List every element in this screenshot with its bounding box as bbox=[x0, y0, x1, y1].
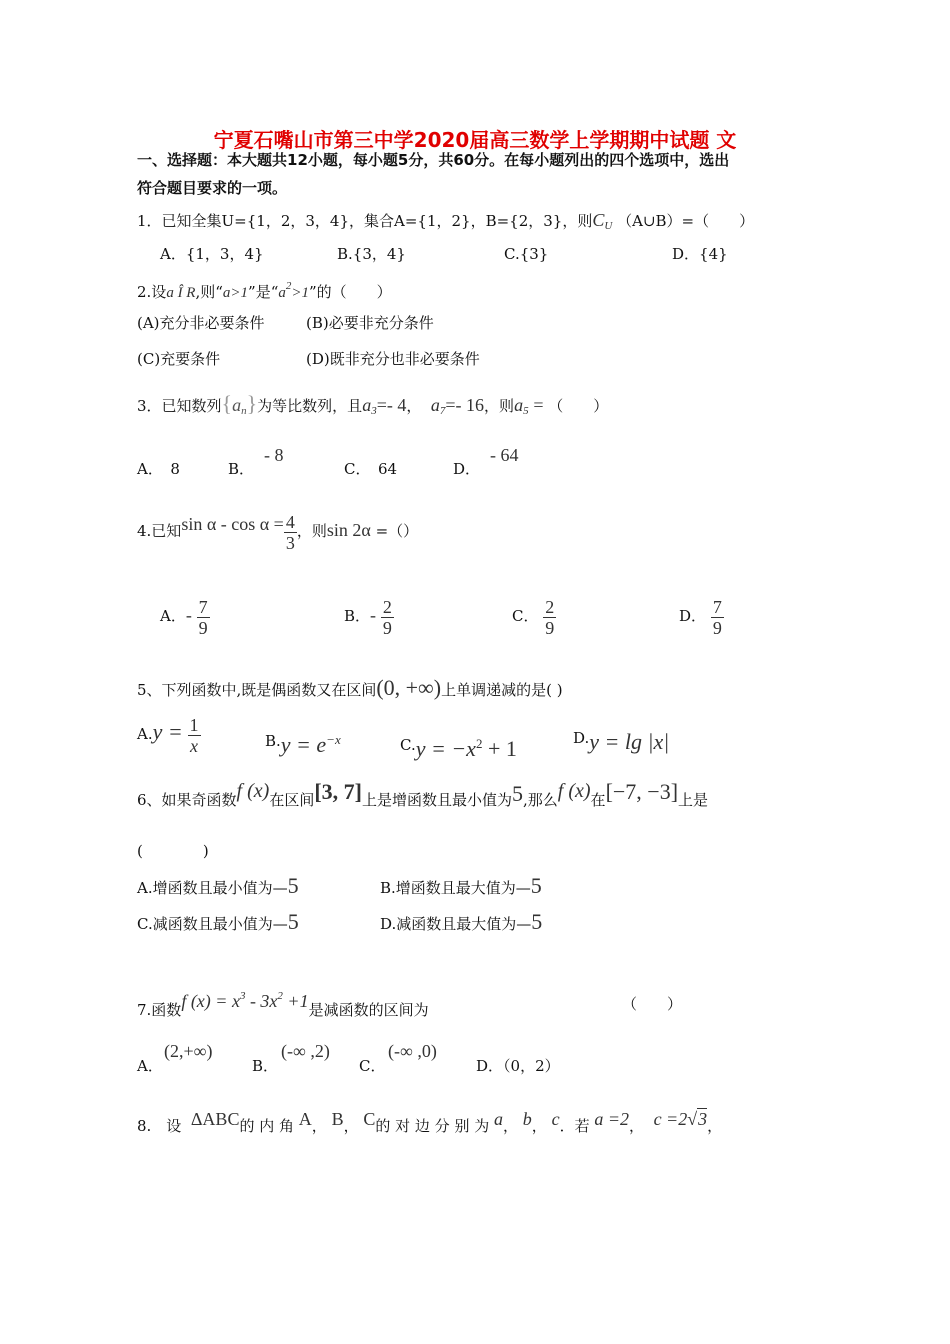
q6-answer-paren: ( ) bbox=[137, 842, 209, 860]
page-title: 宁夏石嘴山市第三中学2020届高三数学上学期期中试题 文 bbox=[213, 128, 737, 152]
q1-option-b: B.{3，4} bbox=[337, 245, 406, 263]
q6-option-a: A.增函数且最小值为—5 bbox=[137, 873, 299, 898]
q1-option-c: C.{3} bbox=[504, 245, 549, 263]
q1-option-a: A．{1，3，4} bbox=[160, 245, 264, 263]
question-7-stem: 7.函数f $(x) = x^3 - 3x^2 +1$是减函数的区间为 bbox=[137, 990, 429, 1019]
q3-option-d: D． bbox=[453, 460, 481, 478]
q4-option-a: A．- $\frac{7}{9}$ bbox=[160, 596, 208, 638]
section-heading-line2: 符合题目要求的一项。 bbox=[137, 179, 288, 197]
q7-option-a-value: (2,+∞) bbox=[164, 1041, 213, 1061]
question-3-stem: 3．已知数列$\{a_n\}$为等比数列，且$a_3=-$ 4， $a_7=-$ 16，则$a_5$ = （ ） bbox=[137, 391, 609, 417]
q7-option-c: C． bbox=[359, 1057, 386, 1075]
q7-option-d: D．（0，2） bbox=[476, 1057, 560, 1075]
q1-option-d: D．{4} bbox=[672, 245, 728, 263]
q5-option-b: B.y = e−x bbox=[265, 732, 341, 757]
q4-option-c: C． $\frac{2}{9}$ bbox=[512, 596, 555, 638]
q3-option-b: B． bbox=[228, 460, 255, 478]
q2-option-b: (B)必要非充分条件 bbox=[306, 314, 434, 332]
sequence-symbol: $\{a_n\}$ bbox=[221, 391, 258, 417]
q4-option-d: D． $\frac{7}{9}$ bbox=[679, 596, 722, 638]
q2-option-d: (D)既非充分也非必要条件 bbox=[306, 350, 480, 368]
complement-symbol: $C_U$ bbox=[592, 210, 613, 232]
q4-fraction: $\frac{4}{3}$ bbox=[285, 511, 295, 553]
q3-option-b-value: - 8 bbox=[264, 445, 284, 465]
q3-option-a: A． 8 bbox=[137, 460, 180, 478]
q5-option-c: C.y = −x2 + 1 bbox=[400, 736, 517, 761]
question-2-stem: 2.设a Î R,则“a>1”是“$a^2>1$”的（ ） bbox=[137, 280, 392, 301]
q7-option-b: B． bbox=[252, 1057, 279, 1075]
question-4-stem: 4.已知sin α - cos α = $\frac{4}{3}$ ，则sin 2α =（） bbox=[137, 511, 419, 553]
q6-option-d: D.减函数且最大值为—5 bbox=[380, 909, 543, 934]
q3-option-c: C． 64 bbox=[344, 460, 398, 478]
question-8-stem: 8. 设 ΔABC的 内 角 A， B， C的 对 边 分 别 为 a， b， c．若 a =2， c =2√3， bbox=[137, 1109, 723, 1135]
q7-option-c-value: (-∞ ,0) bbox=[388, 1041, 437, 1061]
question-6-stem: 6、如果奇函数f (x)在区间[3, 7]上是增函数且最小值为5,那么f (x)在[−7, −3]上是 bbox=[137, 779, 709, 809]
q7-option-b-value: (-∞ ,2) bbox=[281, 1041, 330, 1061]
q6-option-c: C.减函数且最小值为—5 bbox=[137, 909, 299, 934]
q5-option-d: D.y = lg |x| bbox=[573, 729, 670, 754]
q2-option-a: (A)充分非必要条件 bbox=[137, 314, 265, 332]
q5-option-a: A.y = $\frac{1}{x}$ bbox=[137, 714, 199, 756]
q2-option-c: (C)充要条件 bbox=[137, 350, 221, 368]
q3-option-d-value: - 64 bbox=[490, 445, 519, 465]
question-5-stem: 5、下列函数中,既是偶函数又在区间(0, +∞)上单调递减的是( ) bbox=[137, 675, 563, 700]
q7-answer-paren: （ ） bbox=[622, 995, 683, 1013]
q6-option-b: B.增函数且最大值为—5 bbox=[380, 873, 542, 898]
section-heading-line1: 一、选择题：本大题共12小题，每小题5分，共60分。在每小题列出的四个选项中，选出 bbox=[137, 151, 730, 169]
q4-option-b: B．- $\frac{2}{9}$ bbox=[344, 596, 392, 638]
question-1-stem: 1．已知全集U={1，2，3，4}，集合A={1，2}，B={2，3}，则$C_U$ （A∪B）=（ ） bbox=[137, 210, 755, 232]
q7-option-a: A． bbox=[137, 1057, 163, 1075]
